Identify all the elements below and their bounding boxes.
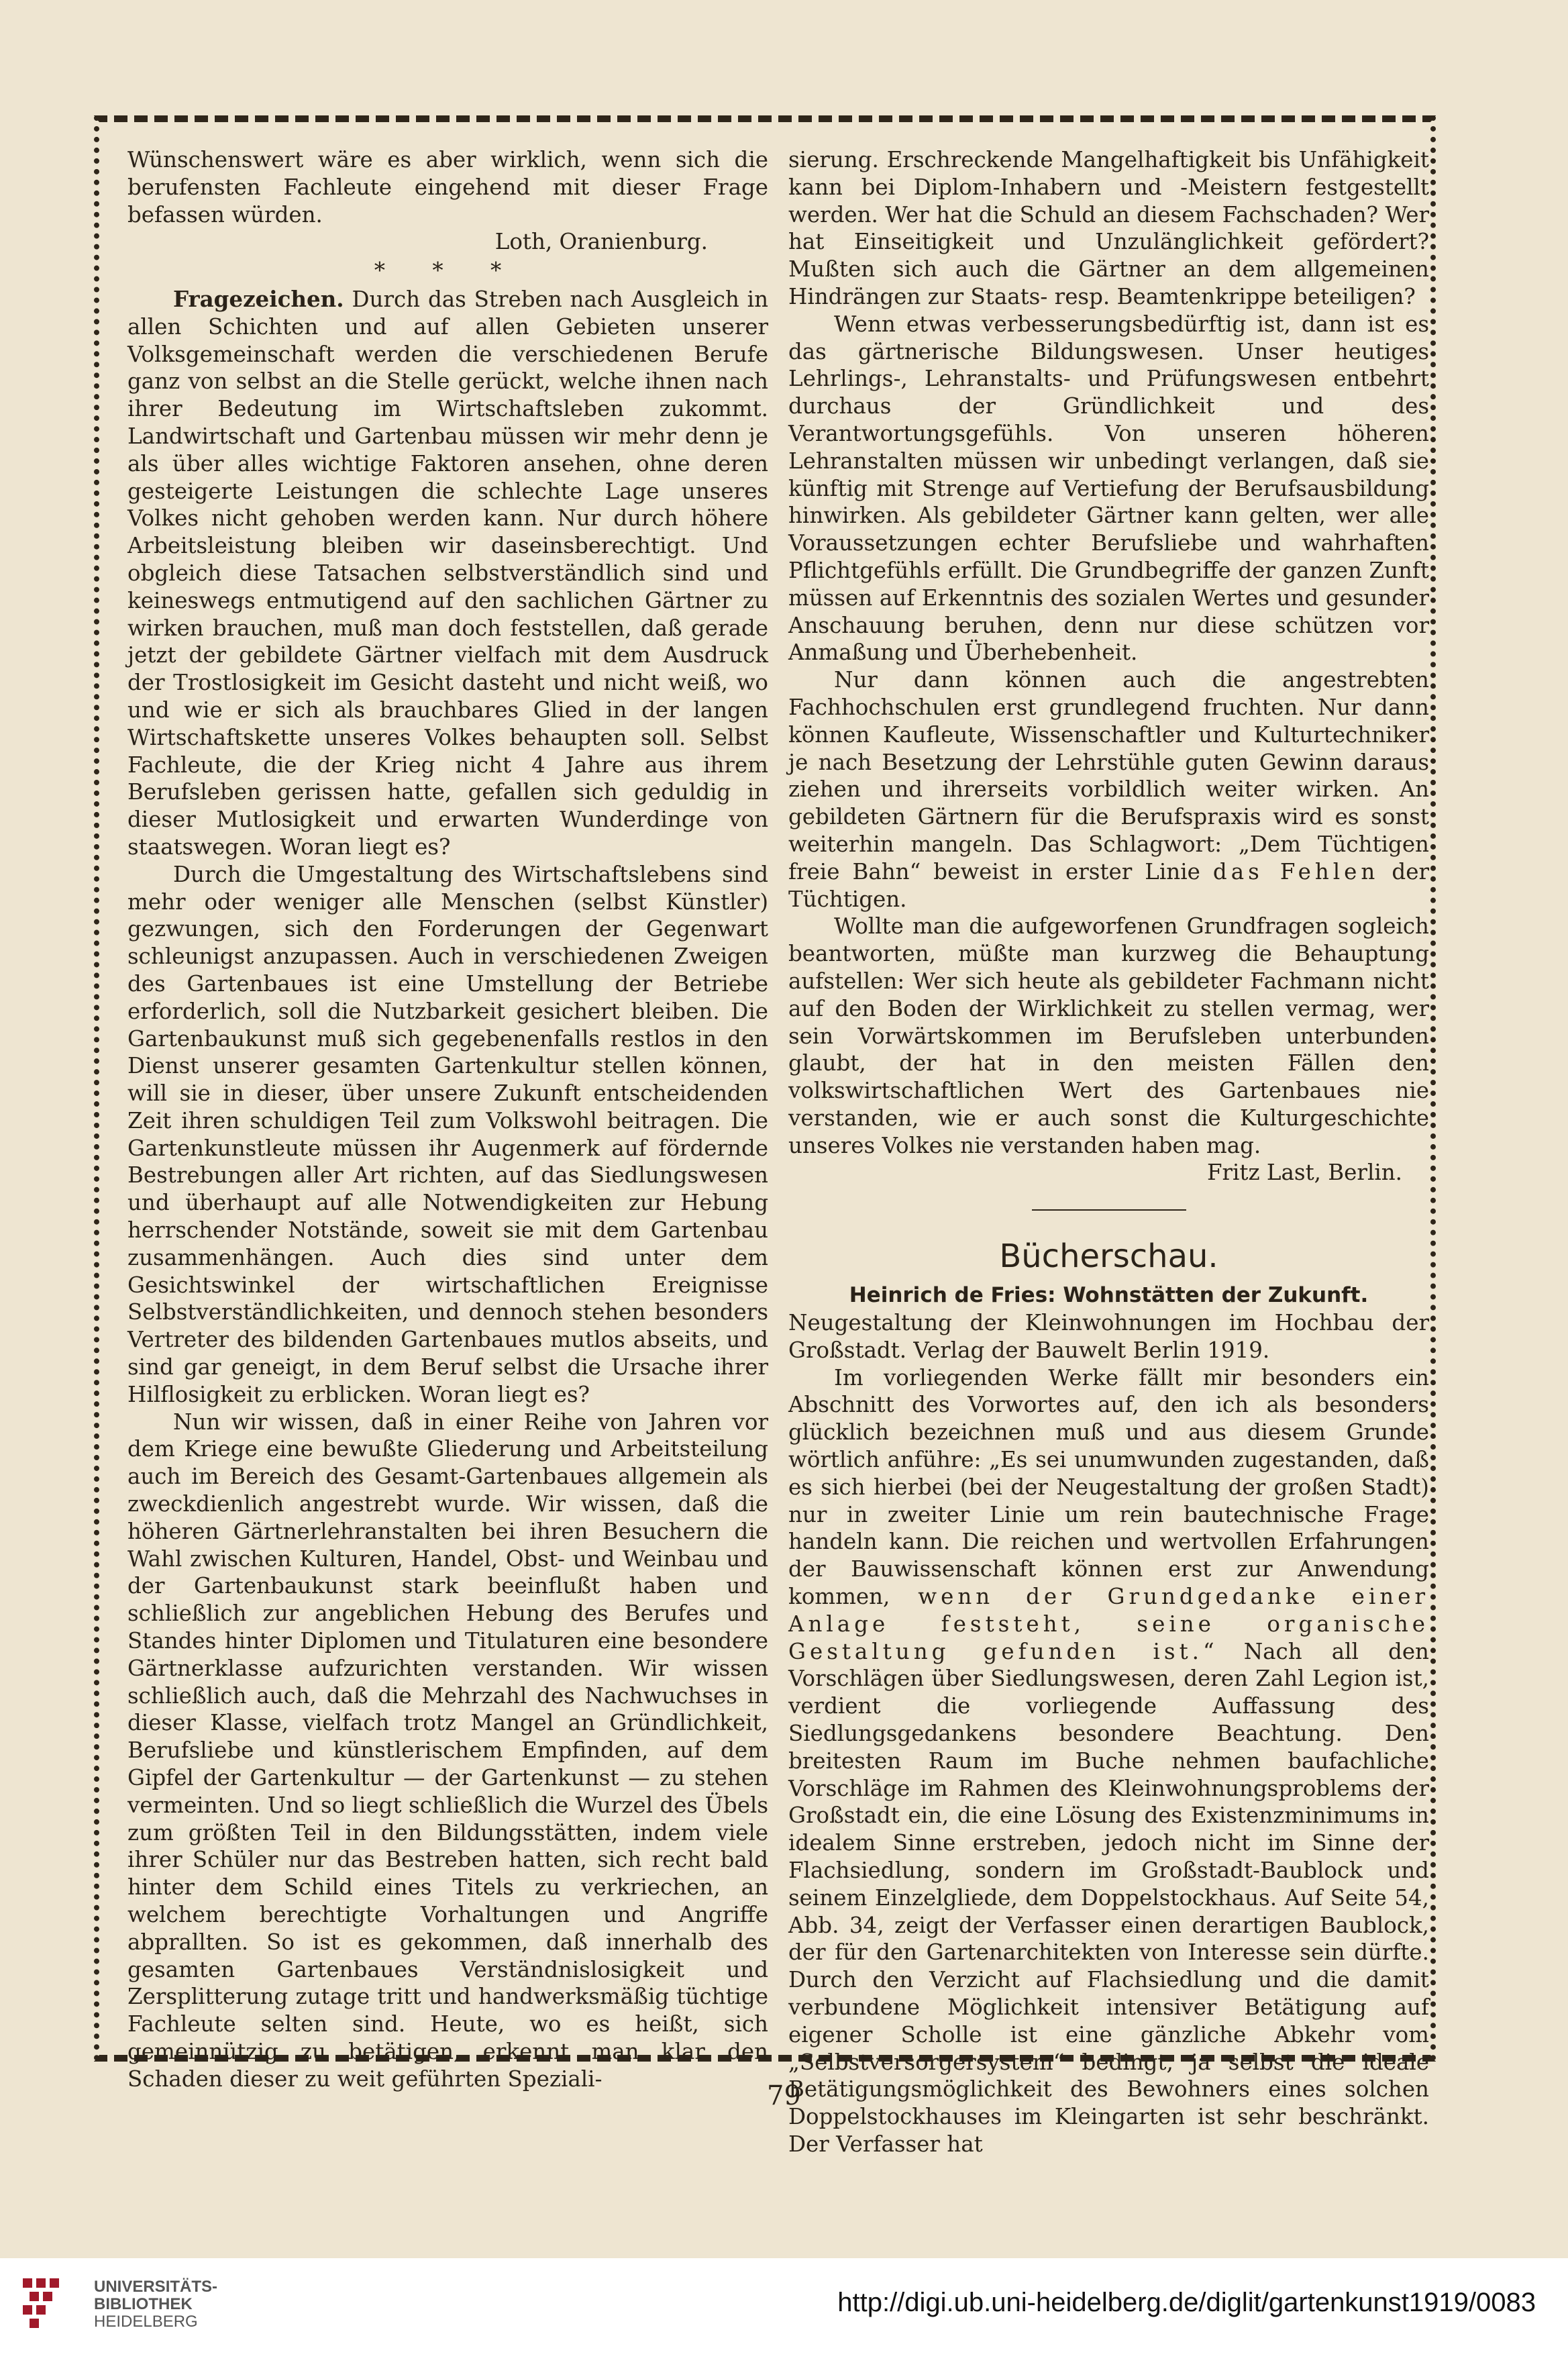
paragraph: Wenn etwas verbesserungsbedürftig ist, dann ist es das gärtnerische Bildungswesen. Unser heutiges Lehrlings-, Lehranstalts- und Prüfungswesen entbehrt durchaus der Gründlichkeit und des Verantwortungsgefühls. Von unseren höheren Lehranstalten müssen wir unbedingt verlangen, daß sie künftig mit Strenge auf Vertiefung der Berufsausbildung hinwirken. Als gebildeter Gärtner kann gelten, wer alle Voraussetzungen echter Berufsliebe und wahrhaften Pflichtgefühls erfüllt. Die Grundbegriffe der ganzen Zunft müssen auf Erkenntnis des sozialen Wertes und gesunder Anschauung beruhen, denn nur diese schützen vor Anmaßung und Überhebenheit. [788, 311, 1429, 666]
section-title: Bücherschau. [999, 1237, 1218, 1276]
article-heading: Fragezeichen. [173, 285, 344, 312]
book-title: Heinrich de Fries: Wohnstätten der Zukunft. [849, 1283, 1369, 1308]
author-signature: Loth, Oranienburg. [494, 229, 708, 255]
author-signature: Fritz Last, Berlin. [1206, 1160, 1402, 1186]
book-info: Neugestaltung der Kleinwohnungen im Hochbau der Großstadt. Verlag der Bauwelt Berlin 1919. [788, 1310, 1429, 1363]
library-name: UNIVERSITÄTS- BIBLIOTHEK HEIDELBERG [94, 2278, 218, 2331]
section-separator-stars: * * * [374, 258, 522, 284]
signature-line [788, 1159, 1429, 1186]
paragraph: Wünschenswert wäre es aber wirklich, wenn sich die berufensten Fachleute eingehend mit dieser Frage befassen würden. [127, 147, 768, 227]
page-number: 79 [767, 2080, 801, 2111]
university-library-logo-icon [16, 2272, 83, 2339]
paragraph: Nur dann können auch die angestrebten Fachhochschulen erst grundlegend fruchten. Nur dann können Kaufleute, Wissenschaftler und Kulturtechniker je nach Besetzung der Lehrstühle guten Gewinn daraus ziehen und ihrerseits vorbildlich weiter wirken. An gebildeten Gärtnern für die Berufspraxis wird es sonst weiterhin mangeln. Das Schlagwort: „Dem Tüchtigen freie Bahn“ beweist in erster Linie das Fehlen der Tüchtigen. [788, 667, 1429, 912]
right-column [788, 146, 1429, 2157]
section-divider [1032, 1209, 1186, 1211]
left-column [127, 146, 768, 2092]
paragraph: Durch die Umgestaltung des Wirtschaftslebens sind mehr oder weniger alle Menschen (selbst Künstler) gezwungen, sich den Forderungen der Gegenwart schleunigst anzupassen. Auch in verschiedenen Zweigen des Gartenbaues ist eine Umstellung der Betriebe erforderlich, soll die Nutzbarkeit gesichert bleiben. Die Gartenbaukunst muß sich gegebenenfalls restlos in den Dienst unserer gesamten Gartenkultur stellen können, will sie in dieser, über unsere Zukunft entscheidenden Zeit ihren schuldigen Teil zum Volkswohl beitragen. Die Gartenkunstleute müssen ihr Augenmerk auf fördernde Bestrebungen aller Art richten, auf das Siedlungswesen und überhaupt auf alle Notwendigkeiten zur Hebung herrschender Notstände, soweit sie mit dem Gartenbau zusammenhängen. Auch dies sind unter dem Gesichtswinkel der wirtschaftlichen Ereignisse Selbstverständlichkeiten, und dennoch stehen besonders Vertreter des bildenden Gartenbaues mutlos abseits, und sind gar geneigt, in dem Beruf selbst die Ursache ihrer Hilflosigkeit zu erblicken. Woran liegt es? [127, 861, 768, 1407]
footer [0, 2258, 1568, 2379]
signature-line [127, 228, 768, 256]
paragraph: Fragezeichen. Durch das Streben nach Ausgleich in allen Schichten und auf allen Gebieten unserer Volksgemeinschaft werden die verschiedenen Berufe ganz von selbst an die Stelle gerückt, welche ihnen nach ihrer Bedeutung im Wirtschaftsleben zukommt. Landwirtschaft und Gartenbau müssen wir mehr denn je als über alles wichtige Faktoren ansehen, ohne deren gesteigerte Leistungen die schlechte Lage unseres Volkes nicht gehoben werden kann. Nur durch höhere Arbeitsleistung bleiben wir daseinsberechtigt. Und obgleich diese Tatsachen selbstverständlich sind und keineswegs entmutigend auf den sachlichen Gärtner zu wirken brauchen, muß man doch feststellen, daß gerade jetzt der gebildete Gärtner vielfach mit dem Ausdruck der Trostlosigkeit im Gesicht dasteht und nicht weiß, wo und wie er sich als brauchbares Glied in der langen Wirtschaftskette unseres Volkes behaupten soll. Selbst Fachleute, die der Krieg nicht 4 Jahre aus ihrem Berufsleben gerissen hatte, gefallen sich geduldig in dieser Mutlosigkeit und erwarten Wunderdinge von staatswegen. Woran liegt es? [127, 285, 768, 860]
paragraph: Im vorliegenden Werke fällt mir besonders ein Abschnitt des Vorwortes auf, den ich als besonders glücklich bezeichnen muß und aus diesem Grunde wörtlich anführe: „Es sei unumwunden zugestanden, daß es sich hierbei (bei der Neugestaltung der großen Stadt) nur in zweiter Linie um rein bautechnische Frage handeln kann. Die reichen und wertvollen Erfahrungen der Bauwissenschaft können erst zur Anwendung kommen, wenn der Grundgedanke einer Anlage feststeht, seine organische Gestaltung gefunden ist.“ Nach all den Vorschlägen über Siedlungswesen, deren Zahl Legion ist, verdient die vorliegende Auffassung des Siedlungsgedankens besondere Beachtung. Den breitesten Raum im Buche nehmen baufachliche Vorschläge im Rahmen des Kleinwohnungsproblems der Großstadt ein, die eine Lösung des Existenzminimums in idealem Sinne erstreben, jedoch nicht im Sinne der Flachsiedlung, sondern im Großstadt-Baublock und seinem Einzelgliede, dem Doppelstockhaus. Auf Seite 54, Abb. 34, zeigt der Verfasser einen derartigen Baublock, der für den Gartenarchitekten von Interesse sein dürfte. Durch den Verzicht auf Flachsiedlung und die damit verbundene Möglichkeit intensiver Betätigung auf eigener Scholle ist eine gänzliche Abkehr vom „Selbstversorgersystem“ bedingt, ja selbst die ideale Betätigungsmöglichkeit des Bewohners eines solchen Doppelstockhauses im Kleingarten ist sehr beschränkt. Der Verfasser hat [788, 1364, 1429, 2157]
paragraph: Wollte man die aufgeworfenen Grundfragen sogleich beantworten, müßte man kurzweg die Behauptung aufstellen: Wer sich heute als gebildeter Fachmann nicht auf den Boden der Wirklichkeit zu stellen vermag, wer sein Vorwärtskommen im Berufsleben unterbunden glaubt, der hat in den meisten Fällen den volkswirtschaftlichen Wert des Gartenbaues nie verstanden, wie er auch sonst die Kulturgeschichte unseres Volkes nie verstanden haben mag. [788, 913, 1429, 1158]
paragraph: sierung. Erschreckende Mangelhaftigkeit bis Unfähigkeit kann bei Diplom-Inhabern und -Meistern festgestellt werden. Wer hat die Schuld an diesem Fachschaden? Wer hat Einseitigkeit und Unzulänglichkeit gefördert? Mußten sich auch die Gärtner an dem allgemeinen Hindrängen zur Staats- resp. Beamtenkrippe beteiligen? [788, 147, 1429, 309]
paragraph: Nun wir wissen, daß in einer Reihe von Jahren vor dem Kriege eine bewußte Gliederung und Arbeitsteilung auch im Bereich des Gesamt-Gartenbaues allgemein als zweckdienlich angestrebt wurde. Wir wissen, daß die höheren Gärtnerlehranstalten bei ihren Besuchern die Wahl zwischen Kulturen, Handel, Obst- und Weinbau und der Gartenbaukunst stark beeinflußt haben und schließlich zur angeblichen Hebung des Berufes und Standes hinter Diplomen und Titulaturen eine besondere Gärtnerklasse aufzurichten verstanden. Wir wissen schließlich auch, daß die Mehrzahl des Nachwuchses in dieser Klasse, vielfach trotz Mangel an Gründlichkeit, Berufsliebe und künstlerischem Empfinden, auf dem Gipfel der Gartenkultur — der Gartenkunst — zu stehen vermeinten. Und so liegt schließlich die Wurzel des Übels zum größten Teil in den Bildungsstätten, indem viele ihrer Schüler nur das Bestreben hatten, sich recht bald hinter dem Schild eines Titels zu verkriechen, an welchem berechtigte Vorhaltungen und Angriffe abprallten. So ist es gekommen, daß innerhalb des gesamten Gartenbaues Verständnislosigkeit und Zersplitterung zutage tritt und handwerksmäßig tüchtige Fachleute selten sind. Heute, wo es heißt, sich gemeinnützig zu betätigen, erkennt man klar den Schaden dieser zu weit geführten Speziali- [127, 1409, 768, 2092]
source-url-link[interactable]: http://digi.ub.uni-heidelberg.de/diglit/gartenkunst1919/0083 [837, 2288, 1536, 2317]
